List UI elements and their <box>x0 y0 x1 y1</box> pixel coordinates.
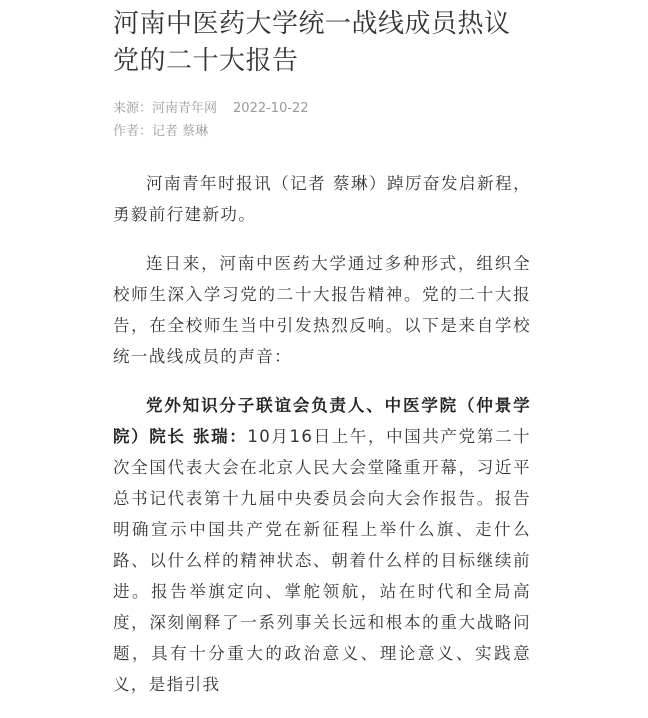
article-meta <box>113 97 531 143</box>
publish-date: 2022-10-22 <box>233 101 309 116</box>
source-label: 来源： <box>113 101 153 116</box>
paragraph-3 <box>113 390 531 700</box>
article-title: 河南中医药大学统一战线成员热议党的二十大报告 <box>113 9 511 76</box>
source-link[interactable]: 河南青年网 <box>152 101 218 116</box>
paragraph-2: 连日来，河南中医药大学通过多种形式，组织全校师生深入学习党的二十大报告精神。党的二十大报告，在全校师生当中引发热烈反响。以下是来自学校统一战线成员的声音： <box>113 254 531 366</box>
paragraph-1: 河南青年时报讯（记者 蔡琳）踔厉奋发启新程，勇毅前行建新功。 <box>113 174 531 224</box>
speaker-lead: 党外知识分子联谊会负责人、中医学院（仲景学院）院长 张瑞： <box>113 396 531 446</box>
author-line <box>113 120 531 143</box>
paragraph-3-body: 10月16日上午，中国共产党第二十次全国代表大会在北京人民大会堂隆重开幕，习近平总书记代表第十九届中央委员会向大会作报告。报告明确宣示中国共产党在新征程上举什么旗、走什么路、以什么样的精神状态、朝着什么样的目标继续前进。报告举旗定向、掌舵领航，站在时代和全局高度，深刻阐释了一系列事关长远和根本的重大战略问题，具有十分重大的政治意义、理论意义、实践意义，是指引我 <box>113 427 531 694</box>
article <box>113 0 531 718</box>
author-label: 作者： <box>113 124 153 139</box>
article-content <box>113 168 531 700</box>
source-line <box>113 97 531 120</box>
author-name: 记者 蔡琳 <box>152 124 209 139</box>
